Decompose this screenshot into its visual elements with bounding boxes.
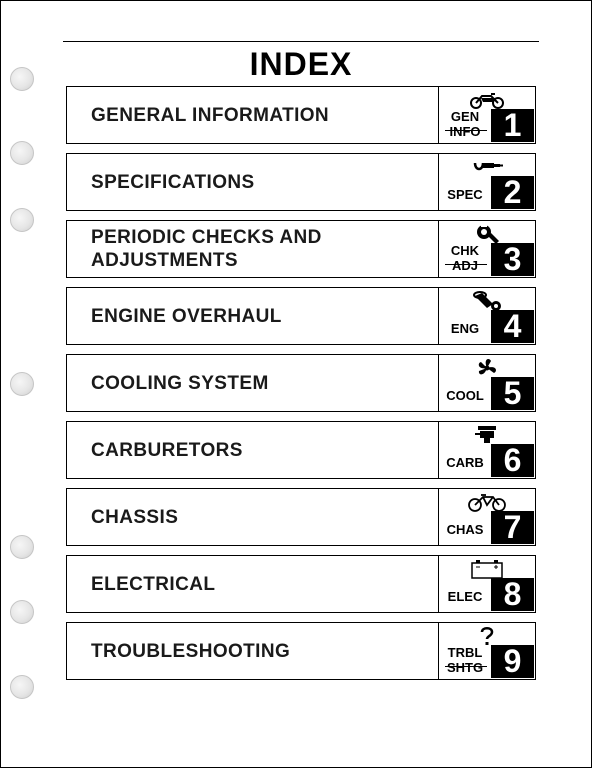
section-abbr: CARB (446, 455, 484, 470)
section-tab[interactable] (438, 421, 536, 479)
index-row-specifications[interactable] (66, 153, 536, 211)
section-number: 9 (491, 645, 534, 678)
section-number: 6 (491, 444, 534, 477)
section-number: 1 (491, 109, 534, 142)
index-row-general-information[interactable] (66, 86, 536, 144)
index-row-periodic-checks[interactable] (66, 220, 536, 278)
section-label: PERIODIC CHECKS AND ADJUSTMENTS (91, 227, 322, 271)
section-tab[interactable] (438, 220, 536, 278)
section-number: 8 (491, 578, 534, 611)
binder-hole (10, 535, 34, 559)
section-abbr: SPEC (447, 187, 483, 202)
section-number: 7 (491, 511, 534, 544)
index-row-chassis[interactable] (66, 488, 536, 546)
section-tab[interactable] (438, 555, 536, 613)
index-row-cooling-system[interactable] (66, 354, 536, 412)
index-row-engine-overhaul[interactable] (66, 287, 536, 345)
section-label: COOLING SYSTEM (91, 372, 269, 394)
section-number: 4 (491, 310, 534, 343)
section-abbr: CHAS (446, 522, 484, 537)
section-number: 3 (491, 243, 534, 276)
section-abbr: TRBL SHTG (446, 645, 484, 675)
section-abbr: ENG (450, 321, 480, 336)
page-title: INDEX (249, 46, 353, 82)
section-tab[interactable] (438, 488, 536, 546)
binder-hole (10, 675, 34, 699)
binder-hole (10, 600, 34, 624)
section-tab[interactable] (438, 354, 536, 412)
section-tab[interactable] (438, 86, 536, 144)
section-abbr: COOL (446, 388, 484, 403)
index-row-carburetors[interactable] (66, 421, 536, 479)
section-number: 2 (491, 176, 534, 209)
binder-hole (10, 141, 34, 165)
section-label: SPECIFICATIONS (91, 171, 255, 193)
binder-hole (10, 372, 34, 396)
binder-hole (10, 67, 34, 91)
section-abbr: CHK ADJ (450, 243, 480, 273)
section-label: ELECTRICAL (91, 573, 216, 595)
section-label: CARBURETORS (91, 439, 243, 461)
section-abbr: ELEC (447, 589, 483, 604)
binder-hole (10, 208, 34, 232)
section-number: 5 (491, 377, 534, 410)
section-label: ENGINE OVERHAUL (91, 305, 282, 327)
section-tab[interactable] (438, 622, 536, 680)
index-row-troubleshooting[interactable] (66, 622, 536, 680)
header-rule (63, 41, 539, 42)
section-label: TROUBLESHOOTING (91, 640, 291, 662)
section-abbr: GEN INFO (449, 109, 481, 139)
section-tab[interactable] (438, 287, 536, 345)
section-label: GENERAL INFORMATION (91, 104, 330, 126)
section-label: CHASSIS (91, 506, 179, 528)
section-tab[interactable] (438, 153, 536, 211)
index-row-electrical[interactable] (66, 555, 536, 613)
